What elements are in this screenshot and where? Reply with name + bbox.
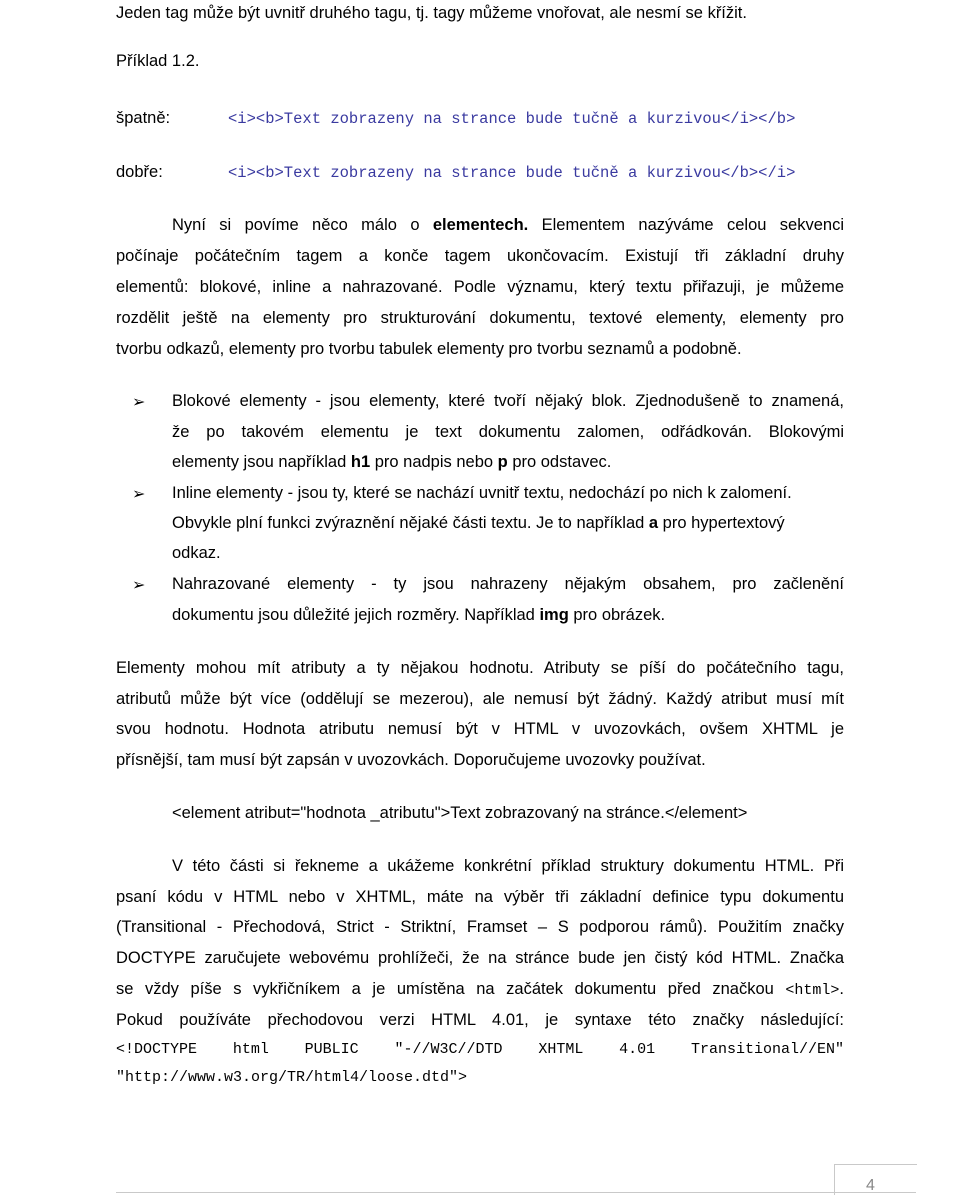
bullet3-line2: dokumentu jsou důležité jejich rozměry. Například img pro obrázek. bbox=[172, 606, 666, 624]
bullet1-line3: elementy jsou například h1 pro nadpis nebo p pro odstavec. bbox=[172, 453, 612, 471]
doctype-code-line1: <!DOCTYPE html PUBLIC "-//W3C//DTD XHTML 4.01 Transitional//EN" bbox=[116, 1041, 844, 1058]
para2-line3: svou hodnotu. Hodnota atributu nemusí být v HTML v uvozovkách, ovšem XHTML je bbox=[116, 720, 844, 738]
bullet-arrow-icon: ➢ bbox=[132, 486, 146, 503]
bad-code-example: <i><b>Text zobrazeny na strance bude tučně a kurzivou</i></b> bbox=[228, 110, 796, 128]
example-heading: Příklad 1.2. bbox=[116, 52, 200, 70]
bullet3-line1: Nahrazované elementy - ty jsou nahrazeny nějakým obsahem, pro začlenění bbox=[172, 575, 844, 593]
para3-line4: DOCTYPE zaručujete webovému prohlížeči, že na stránce bude jen čistý kód HTML. Značka bbox=[116, 949, 844, 967]
para3-line5: se vždy píše s vykřičníkem a je umístěna na začátek dokumentu před značkou <html>. bbox=[116, 980, 844, 999]
page-number-box bbox=[834, 1164, 917, 1195]
doctype-code-line2: "http://www.w3.org/TR/html4/loose.dtd"> bbox=[116, 1069, 468, 1086]
para1-line1: Nyní si povíme něco málo o elementech. Elementem nazýváme celou sekvenci bbox=[172, 216, 844, 234]
para3-line1: V této části si řekneme a ukážeme konkrétní příklad struktury dokumentu HTML. Při bbox=[172, 857, 844, 875]
bullet2-line2: Obvykle plní funkci zvýraznění nějaké části textu. Je to například a pro hypertextový bbox=[172, 514, 785, 532]
para1-line4: rozdělit ještě na elementy pro strukturování dokumentu, textové elementy, elementy pro bbox=[116, 309, 844, 327]
good-label: dobře: bbox=[116, 163, 163, 181]
good-code-example: <i><b>Text zobrazeny na strance bude tučně a kurzivou</b></i> bbox=[228, 164, 796, 182]
bullet1-line1: Blokové elementy - jsou elementy, které tvoří nějaký blok. Zjednodušeně to znamená, bbox=[172, 392, 844, 410]
bullet2-line1: Inline elementy - jsou ty, které se nachází uvnitř textu, nedochází po nich k zalomení. bbox=[172, 484, 792, 502]
bullet-arrow-icon: ➢ bbox=[132, 577, 146, 594]
footer-divider bbox=[116, 1192, 916, 1193]
para2-line1: Elementy mohou mít atributy a ty nějakou hodnotu. Atributy se píší do počátečního tagu, bbox=[116, 659, 844, 677]
page-number: 4 bbox=[866, 1177, 875, 1194]
para3-line6: Pokud používáte přechodovou verzi HTML 4.01, je syntaxe této značky následující: bbox=[116, 1011, 844, 1029]
para1-line5: tvorbu odkazů, elementy pro tvorbu tabulek elementy pro tvorbu seznamů a podobně. bbox=[116, 340, 742, 358]
para3-line2: psaní kódu v HTML nebo v XHTML, máte na výběr tři základní definice typu dokumentu bbox=[116, 888, 844, 906]
para3-line3: (Transitional - Přechodová, Strict - Striktní, Framset – S podporou rámů). Použitím značky bbox=[116, 918, 844, 936]
bullet1-line2: že po takovém elementu je text dokumentu zalomen, odřádkován. Blokovými bbox=[172, 423, 844, 441]
para1-line3: elementů: blokové, inline a nahrazované. Podle významu, který textu přiřazuji, je můžeme bbox=[116, 278, 844, 296]
element-attribute-example: <element atribut="hodnota _atributu">Text zobrazovaný na stránce.</element> bbox=[172, 804, 748, 822]
para1-line2: počínaje počátečním tagem a konče tagem ukončovacím. Existují tři základní druhy bbox=[116, 247, 844, 265]
bullet-arrow-icon: ➢ bbox=[132, 394, 146, 411]
para2-line2: atributů může být více (oddělují se mezerou), ale nemusí být žádný. Každý atribut musí mít bbox=[116, 690, 844, 708]
para2-line4: přísnější, tam musí být zapsán v uvozovkách. Doporučujeme uvozovky používat. bbox=[116, 751, 706, 769]
intro-line: Jeden tag může být uvnitř druhého tagu, tj. tagy můžeme vnořovat, ale nesmí se křížit. bbox=[116, 4, 747, 22]
bullet2-line3: odkaz. bbox=[172, 544, 221, 562]
bad-label: špatně: bbox=[116, 109, 171, 127]
